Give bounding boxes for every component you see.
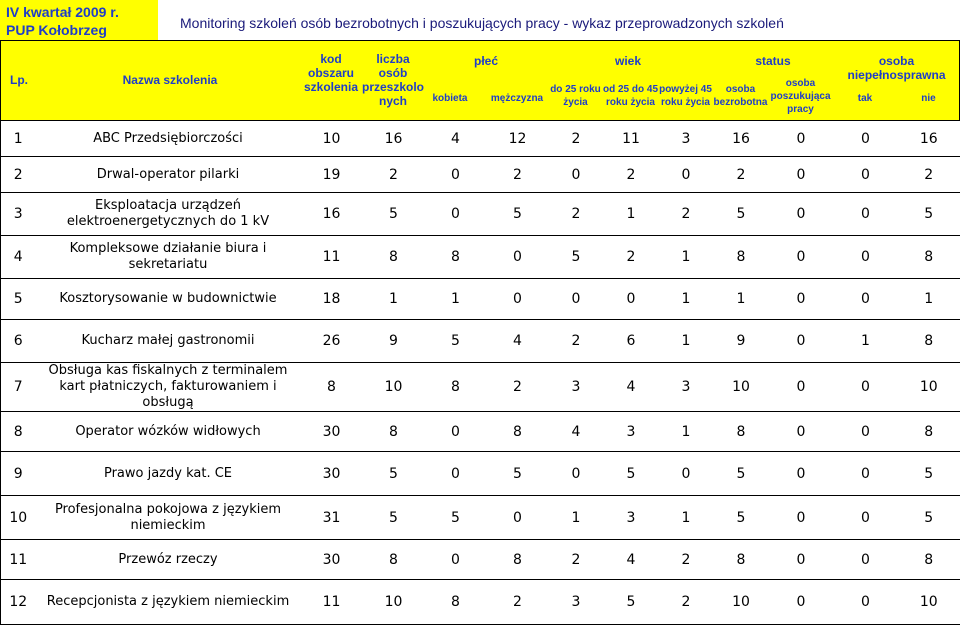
header-trained-line: przeszkolo xyxy=(362,80,425,94)
cell-value: 2 xyxy=(898,157,960,193)
cell-value: 0 xyxy=(425,412,487,452)
cell-value: 0 xyxy=(549,279,604,320)
cell-value: 8 xyxy=(714,412,769,452)
table-row xyxy=(1,452,960,496)
header-name: Nazwa szkolenia xyxy=(122,73,218,87)
cell-value: 2 xyxy=(604,236,659,279)
cell-value: 9 xyxy=(714,320,769,363)
header-age3 xyxy=(658,83,713,109)
cell-value: 8 xyxy=(898,412,960,452)
office-name: PUP Kołobrzeg xyxy=(6,22,107,38)
cell-value: 0 xyxy=(487,496,549,540)
cell-value: 3 xyxy=(604,412,659,452)
cell-value: 5 xyxy=(604,580,659,625)
cell-value: 5 xyxy=(487,193,549,236)
header-st1-line: osoba xyxy=(725,84,756,95)
cell-value: 1 xyxy=(834,320,898,363)
cell-value: 30 xyxy=(301,540,363,580)
cell-value: 2 xyxy=(659,193,714,236)
cell-value: 31 xyxy=(301,496,363,540)
header-status-jobseeker xyxy=(768,77,833,116)
cell-value: 3 xyxy=(604,496,659,540)
header-age3-line: powyżej 45 xyxy=(659,84,712,95)
cell-value: 0 xyxy=(834,540,898,580)
row-number: 10 xyxy=(1,496,36,540)
row-number: 2 xyxy=(1,157,36,193)
cell-value: 0 xyxy=(769,279,834,320)
cell-value: 0 xyxy=(549,157,604,193)
cell-value: 4 xyxy=(549,412,604,452)
cell-value: 5 xyxy=(714,496,769,540)
cell-value: 1 xyxy=(363,279,425,320)
cell-value: 2 xyxy=(487,157,549,193)
header-lp: Lp. xyxy=(10,73,28,87)
table-row xyxy=(1,236,960,279)
cell-value: 1 xyxy=(425,279,487,320)
cell-value: 8 xyxy=(363,236,425,279)
header-left-border xyxy=(0,40,1,120)
cell-value: 2 xyxy=(487,580,549,625)
cell-value: 0 xyxy=(769,121,834,157)
header-code-line: kod xyxy=(320,52,342,66)
row-number: 12 xyxy=(1,580,36,625)
table-row xyxy=(1,279,960,320)
cell-value: 19 xyxy=(301,157,363,193)
cell-value: 1 xyxy=(659,236,714,279)
cell-value: 0 xyxy=(769,236,834,279)
cell-value: 0 xyxy=(425,452,487,496)
cell-value: 8 xyxy=(425,580,487,625)
table-row xyxy=(1,496,960,540)
cell-value: 5 xyxy=(425,320,487,363)
cell-value: 0 xyxy=(834,452,898,496)
cell-value: 3 xyxy=(659,121,714,157)
row-number: 4 xyxy=(1,236,36,279)
header-code-line: szkolenia xyxy=(303,80,359,94)
training-table xyxy=(0,120,960,625)
cell-value: 16 xyxy=(898,121,960,157)
row-number: 8 xyxy=(1,412,36,452)
cell-value: 5 xyxy=(549,236,604,279)
cell-value: 30 xyxy=(301,452,363,496)
cell-value: 0 xyxy=(834,279,898,320)
cell-value: 1 xyxy=(604,193,659,236)
training-name: Kucharz małej gastronomii xyxy=(36,320,301,363)
table-row xyxy=(1,121,960,157)
training-name: Recepcjonista z językiem niemieckim xyxy=(36,580,301,625)
cell-value: 0 xyxy=(487,236,549,279)
cell-value: 26 xyxy=(301,320,363,363)
training-name: Prawo jazdy kat. CE xyxy=(36,452,301,496)
cell-value: 8 xyxy=(714,236,769,279)
cell-value: 30 xyxy=(301,412,363,452)
training-name: Obsługa kas fiskalnych z terminalem kart płatniczych, fakturowaniem i obsługą xyxy=(36,363,301,412)
training-name: Drwal-operator pilarki xyxy=(36,157,301,193)
cell-value: 0 xyxy=(769,496,834,540)
header-age3-line: roku życia xyxy=(661,97,710,108)
cell-value: 2 xyxy=(604,157,659,193)
cell-value: 9 xyxy=(363,320,425,363)
table-row xyxy=(1,157,960,193)
row-number: 7 xyxy=(1,363,36,412)
cell-value: 5 xyxy=(363,452,425,496)
table-row xyxy=(1,540,960,580)
table-header xyxy=(0,40,960,120)
cell-value: 5 xyxy=(363,496,425,540)
cell-value: 0 xyxy=(834,412,898,452)
cell-value: 8 xyxy=(363,412,425,452)
cell-value: 10 xyxy=(301,121,363,157)
cell-value: 3 xyxy=(549,363,604,412)
table-row xyxy=(1,363,960,412)
cell-value: 0 xyxy=(659,157,714,193)
cell-value: 5 xyxy=(898,496,960,540)
report-period: IV kwartał 2009 r. xyxy=(6,4,119,20)
header-status: status xyxy=(755,54,791,68)
header-code-line: obszaru xyxy=(307,66,354,80)
cell-value: 8 xyxy=(487,540,549,580)
cell-value: 6 xyxy=(604,320,659,363)
cell-value: 2 xyxy=(549,540,604,580)
cell-value: 0 xyxy=(769,193,834,236)
header-disabled-no: nie xyxy=(921,93,936,104)
cell-value: 2 xyxy=(487,363,549,412)
cell-value: 4 xyxy=(604,363,659,412)
cell-value: 0 xyxy=(834,363,898,412)
page-title: Monitoring szkoleń osób bezrobotnych i poszukujących pracy - wykaz przeprowadzonych szkoleń xyxy=(180,15,784,31)
cell-value: 2 xyxy=(659,540,714,580)
cell-value: 8 xyxy=(714,540,769,580)
cell-value: 10 xyxy=(363,580,425,625)
cell-value: 0 xyxy=(769,157,834,193)
cell-value: 16 xyxy=(363,121,425,157)
cell-value: 5 xyxy=(714,193,769,236)
header-male: mężczyzna xyxy=(490,93,544,104)
cell-value: 8 xyxy=(487,412,549,452)
report-period-box xyxy=(0,0,158,40)
cell-value: 1 xyxy=(549,496,604,540)
row-number: 5 xyxy=(1,279,36,320)
cell-value: 0 xyxy=(834,236,898,279)
cell-value: 1 xyxy=(659,496,714,540)
cell-value: 16 xyxy=(301,193,363,236)
cell-value: 0 xyxy=(769,320,834,363)
header-code xyxy=(300,52,362,94)
header-trained-line: nych xyxy=(378,94,407,108)
cell-value: 0 xyxy=(769,412,834,452)
cell-value: 0 xyxy=(549,452,604,496)
cell-value: 1 xyxy=(659,279,714,320)
cell-value: 5 xyxy=(898,452,960,496)
cell-value: 5 xyxy=(898,193,960,236)
header-trained-line: liczba osób xyxy=(376,52,410,80)
cell-value: 11 xyxy=(604,121,659,157)
cell-value: 0 xyxy=(425,157,487,193)
cell-value: 5 xyxy=(425,496,487,540)
cell-value: 0 xyxy=(769,452,834,496)
row-number: 11 xyxy=(1,540,36,580)
header-age1-line: do 25 roku xyxy=(550,84,601,95)
cell-value: 1 xyxy=(714,279,769,320)
cell-value: 3 xyxy=(659,363,714,412)
cell-value: 5 xyxy=(363,193,425,236)
header-st2-line: poszukująca xyxy=(770,91,831,102)
header-st2-line: osoba xyxy=(785,78,816,89)
header-age2-line: roku życia xyxy=(606,97,655,108)
header-disabled: osoba niepełnosprawna xyxy=(847,54,946,82)
cell-value: 5 xyxy=(604,452,659,496)
cell-value: 0 xyxy=(769,540,834,580)
cell-value: 0 xyxy=(425,540,487,580)
cell-value: 1 xyxy=(898,279,960,320)
cell-value: 4 xyxy=(425,121,487,157)
table-row xyxy=(1,320,960,363)
cell-value: 8 xyxy=(363,540,425,580)
cell-value: 18 xyxy=(301,279,363,320)
cell-value: 8 xyxy=(898,540,960,580)
cell-value: 12 xyxy=(487,121,549,157)
header-st1-line: bezrobotna xyxy=(713,97,768,108)
cell-value: 0 xyxy=(834,157,898,193)
cell-value: 11 xyxy=(301,236,363,279)
cell-value: 2 xyxy=(549,121,604,157)
training-name: ABC Przedsiębiorczości xyxy=(36,121,301,157)
training-name: Przewóz rzeczy xyxy=(36,540,301,580)
cell-value: 4 xyxy=(604,540,659,580)
training-name: Profesjonalna pokojowa z językiem niemieckim xyxy=(36,496,301,540)
table-row xyxy=(1,580,960,625)
header-gender: płeć xyxy=(473,54,498,68)
row-number: 9 xyxy=(1,452,36,496)
cell-value: 8 xyxy=(301,363,363,412)
cell-value: 10 xyxy=(898,363,960,412)
cell-value: 5 xyxy=(714,452,769,496)
header-st2-line: pracy xyxy=(787,104,814,115)
cell-value: 4 xyxy=(487,320,549,363)
header-female: kobieta xyxy=(432,93,468,104)
cell-value: 2 xyxy=(659,580,714,625)
cell-value: 0 xyxy=(834,193,898,236)
header-age2-line: od 25 do 45 xyxy=(603,84,659,95)
header-trained xyxy=(362,52,424,108)
table-row xyxy=(1,193,960,236)
header-age: wiek xyxy=(614,54,641,68)
cell-value: 16 xyxy=(714,121,769,157)
cell-value: 8 xyxy=(425,363,487,412)
cell-value: 2 xyxy=(363,157,425,193)
cell-value: 2 xyxy=(714,157,769,193)
cell-value: 2 xyxy=(549,320,604,363)
cell-value: 8 xyxy=(898,320,960,363)
cell-value: 0 xyxy=(834,121,898,157)
training-name: Operator wózków widłowych xyxy=(36,412,301,452)
table-body xyxy=(1,121,960,625)
cell-value: 0 xyxy=(659,452,714,496)
cell-value: 5 xyxy=(487,452,549,496)
cell-value: 1 xyxy=(659,320,714,363)
cell-value: 10 xyxy=(714,363,769,412)
cell-value: 10 xyxy=(363,363,425,412)
header-top-border xyxy=(0,40,960,41)
cell-value: 1 xyxy=(659,412,714,452)
header-age1 xyxy=(548,83,603,109)
training-name: Kompleksowe działanie biura i sekretariatu xyxy=(36,236,301,279)
cell-value: 0 xyxy=(604,279,659,320)
cell-value: 0 xyxy=(769,363,834,412)
cell-value: 10 xyxy=(898,580,960,625)
header-age2 xyxy=(603,83,658,109)
header-status-unemployed xyxy=(713,83,768,109)
cell-value: 3 xyxy=(549,580,604,625)
cell-value: 0 xyxy=(425,193,487,236)
table-row xyxy=(1,412,960,452)
cell-value: 11 xyxy=(301,580,363,625)
row-number: 3 xyxy=(1,193,36,236)
cell-value: 0 xyxy=(769,580,834,625)
cell-value: 2 xyxy=(549,193,604,236)
row-number: 6 xyxy=(1,320,36,363)
cell-value: 8 xyxy=(898,236,960,279)
cell-value: 0 xyxy=(834,496,898,540)
cell-value: 0 xyxy=(834,580,898,625)
cell-value: 0 xyxy=(487,279,549,320)
header-age1-line: życia xyxy=(563,97,588,108)
header-disabled-yes: tak xyxy=(857,93,873,104)
page-title-box xyxy=(160,6,960,40)
training-name: Kosztorysowanie w budownictwie xyxy=(36,279,301,320)
row-number: 1 xyxy=(1,121,36,157)
training-name: Eksploatacja urządzeń elektroenergetycznych do 1 kV xyxy=(36,193,301,236)
cell-value: 8 xyxy=(425,236,487,279)
cell-value: 10 xyxy=(714,580,769,625)
